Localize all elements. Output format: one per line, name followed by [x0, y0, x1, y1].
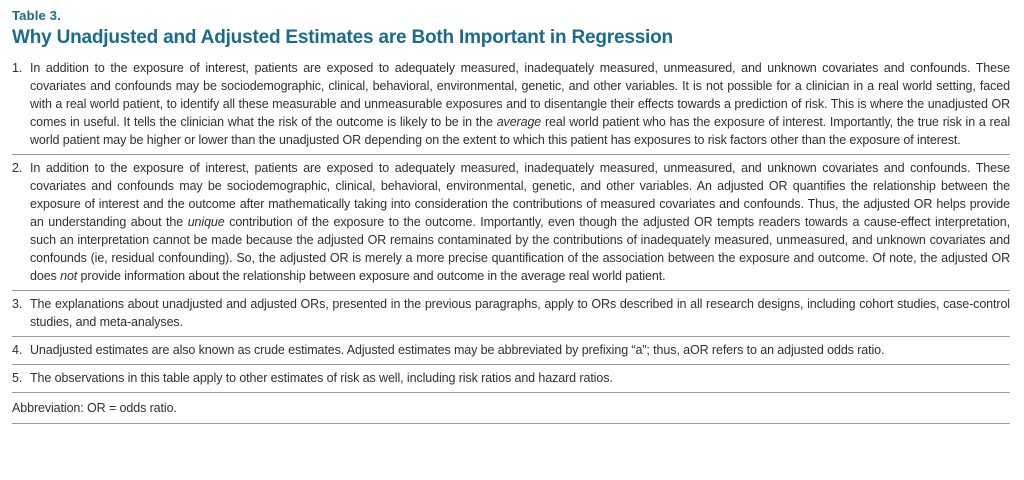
item-paragraph: In addition to the exposure of interest, patients are exposed to adequately measured, inadequately measured, unmeasured, and unknown covariates and confounds. These covariates and confounds may be sociodemographic, clinical, behavioral, environmental, genetic, and other variables. It is not possible for a clinician in a real world setting, faced with a real world patient, to identify all these measurable and unmeasurable exposures and to disentangle their effects towards a prediction of risk. This is where the unadjusted OR comes in useful. It tells the clinician what the risk of the outcome is likely to be in the average real world patient who has the exposure of interest. Importantly, the true risk in a real world patient may be higher or lower than the unadjusted OR depending on the extent to which this patient has exposures to risk factors other than the exposure of interest. [30, 61, 1010, 147]
table-items [12, 55, 1010, 393]
item-number: 2. [12, 161, 23, 175]
item-paragraph: The observations in this table apply to other estimates of risk as well, including risk ratios and hazard ratios. [30, 371, 613, 385]
table-title: Why Unadjusted and Adjusted Estimates are Both Important in Regression [12, 27, 673, 48]
table-item-5 [12, 365, 1010, 393]
table-item-3 [12, 291, 1010, 337]
table-item-4 [12, 337, 1010, 365]
item-paragraph: In addition to the exposure of interest, patients are exposed to adequately measured, inadequately measured, unmeasured, and unknown covariates and confounds. These covariates and confounds may be sociodemographic, clinical, behavioral, environmental, genetic, and other variables. An adjusted OR quantifies the relationship between the exposure of interest and the outcome after mathematically taking into consideration the contributions of measured covariates and confounds. Thus, the adjusted OR helps provide an understanding about the unique contribution of the exposure to the outcome. Importantly, even though the adjusted OR tempts readers towards a cause-effect interpretation, such an interpretation cannot be made because the adjusted OR remains contaminated by the contributions of inadequately measured, unmeasured, and unknown covariates and confounds (ie, residual confounding). So, the adjusted OR is merely a more precise quantification of the association between the exposure and outcome. Of note, the adjusted OR does not provide information about the relationship between exposure and outcome in the average real world patient. [30, 161, 1010, 283]
table-item-2 [12, 155, 1010, 291]
table-item-1 [12, 55, 1010, 155]
abbreviation-footnote: Abbreviation: OR = odds ratio. [12, 393, 1010, 424]
item-number: 4. [12, 343, 23, 357]
item-paragraph: The explanations about unadjusted and adjusted ORs, presented in the previous paragraphs, apply to ORs described in all research designs, including cohort studies, case-control studies, and meta-analyses. [30, 297, 1010, 329]
item-number: 5. [12, 371, 23, 385]
table-label: Table 3. [12, 8, 62, 23]
item-paragraph: Unadjusted estimates are also known as crude estimates. Adjusted estimates may be abbreviated by prefixing “a”; thus, aOR refers to an adjusted odds ratio. [30, 343, 885, 357]
item-number: 1. [12, 61, 23, 75]
item-number: 3. [12, 297, 23, 311]
